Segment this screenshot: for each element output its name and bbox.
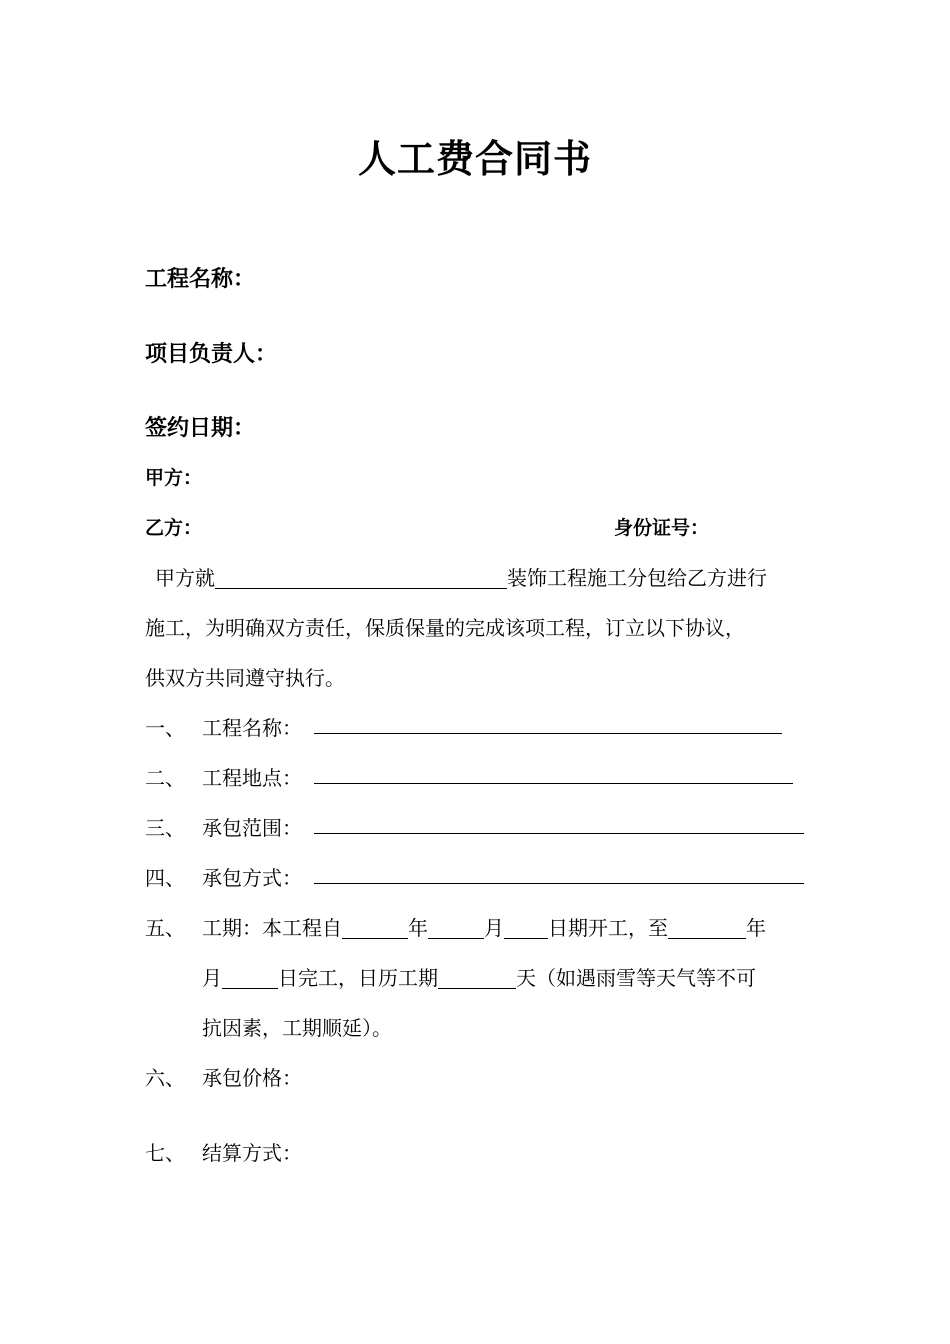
document-title: 人工费合同书	[357, 137, 592, 181]
id-number-label: 身份证号：	[614, 517, 710, 539]
month-label: 月	[202, 966, 222, 990]
day-end-label: 日完工，日历工期	[278, 966, 438, 990]
end-month-blank	[222, 966, 278, 989]
item-blank-line	[314, 883, 804, 884]
start-day-blank	[504, 916, 548, 939]
period-line-2	[202, 962, 756, 991]
project-blank	[215, 566, 507, 589]
item-label: 结算方式：	[202, 1141, 302, 1165]
item-label: 工程名称：	[202, 716, 302, 740]
period-intro: 工期：本工程自	[202, 916, 342, 940]
party-a-label: 甲方：	[145, 467, 203, 489]
project-manager-label: 项目负责人：	[145, 342, 278, 367]
item-blank-line	[314, 783, 793, 784]
sign-date-label: 签约日期：	[145, 416, 256, 441]
item-number: 四、	[145, 866, 185, 890]
item-label: 承包方式：	[202, 866, 302, 890]
item-number: 三、	[145, 816, 185, 840]
day-start-label: 日期开工，至	[548, 916, 668, 940]
intro-line-2: 施工，为明确双方责任，保质保量的完成该项工程，订立以下协议，	[145, 616, 745, 640]
start-month-blank	[428, 916, 484, 939]
end-year-blank	[668, 916, 746, 939]
project-name-label: 工程名称：	[145, 267, 256, 292]
intro-line-1	[155, 562, 767, 591]
item-number: 六、	[145, 1066, 185, 1090]
item-number: 二、	[145, 766, 185, 790]
intro-suffix: 装饰工程施工分包给乙方进行	[507, 566, 767, 590]
item-number: 七、	[145, 1141, 185, 1165]
intro-line-3: 供双方共同遵守执行。	[145, 666, 345, 690]
item-label: 承包范围：	[202, 816, 302, 840]
item-number: 一、	[145, 716, 185, 740]
item-label: 承包价格：	[202, 1066, 302, 1090]
party-b-label: 乙方：	[145, 517, 203, 539]
item-blank-line	[314, 733, 782, 734]
item-label: 工程地点：	[202, 766, 302, 790]
item-blank-line	[314, 833, 804, 834]
item-number: 五、	[145, 916, 185, 940]
year-label: 年	[408, 916, 428, 940]
year-label: 年	[746, 916, 766, 940]
month-label: 月	[484, 916, 504, 940]
period-line-1	[202, 912, 766, 941]
duration-blank	[438, 966, 516, 989]
days-label: 天（如遇雨雪等天气等不可	[516, 966, 756, 990]
start-year-blank	[342, 916, 408, 939]
period-line-3: 抗因素，工期顺延）。	[202, 1016, 392, 1040]
intro-prefix: 甲方就	[155, 566, 215, 590]
